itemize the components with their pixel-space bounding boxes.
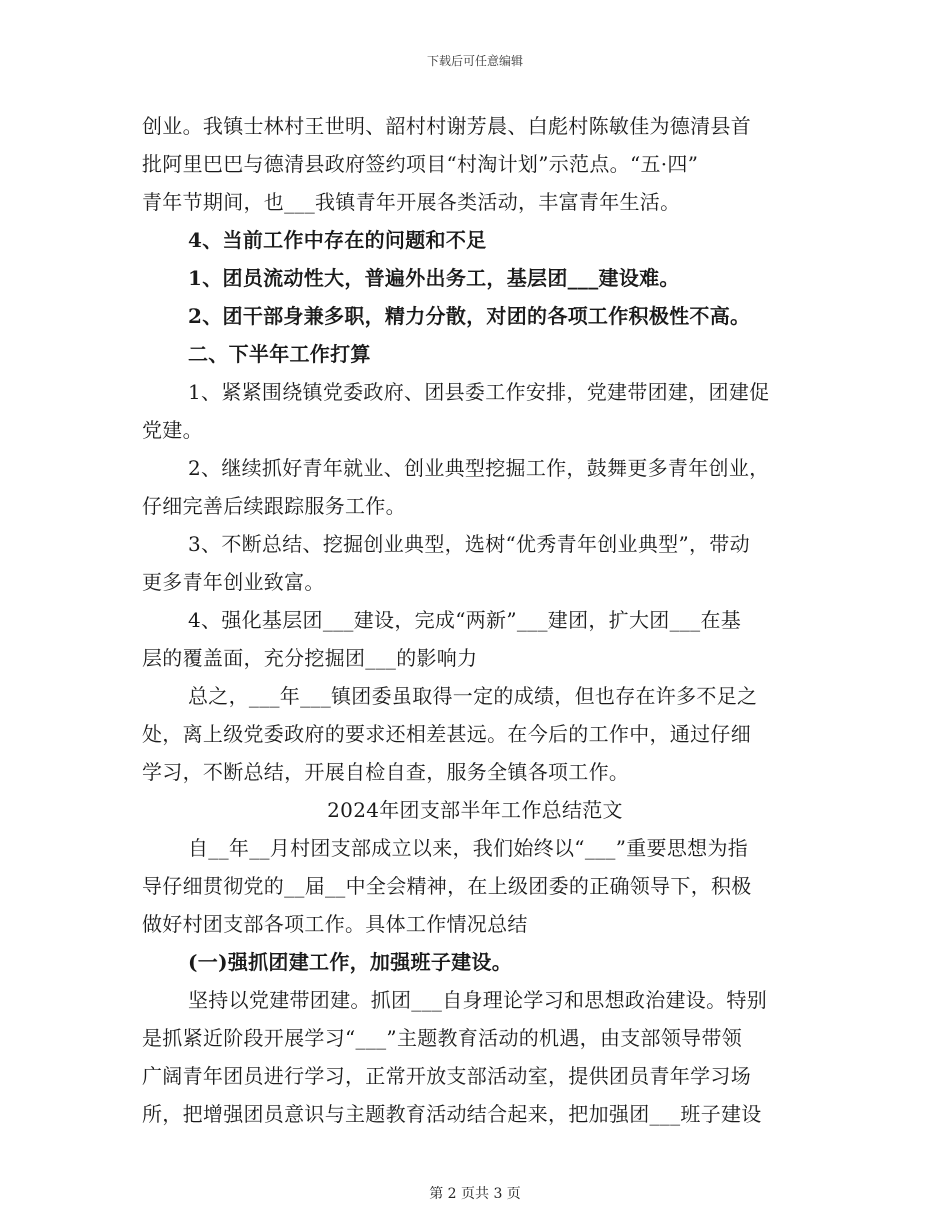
body-line: 党建。 [142,418,203,442]
list-item: 3、不断总结、挖掘创业典型，选树“优秀青年创业典型”，带动 [188,532,750,556]
body-line: 创业。我镇士林村王世明、韶村村谢芳晨、白彪村陈敏佳为德清县首 [142,114,751,138]
page-footer: 第 2 页共 3 页 [429,1186,521,1202]
list-item-bold: 1、团员流动性大，普遍外出务工，基层团___建设难。 [188,266,680,290]
body-line: 青年节期间，也___我镇青年开展各类活动，丰富青年生活。 [142,190,681,214]
body-line: 仔细完善后续跟踪服务工作。 [142,494,406,518]
paragraph-start: 坚持以党建带团建。抓团___自身理论学习和思想政治建设。特别 [188,988,767,1012]
body-line: 学习，不断总结，开展自检自查，服务全镇各项工作。 [142,760,630,784]
body-line: 广阔青年团员进行学习，正常开放支部活动室，提供团员青年学习场 [142,1064,751,1088]
body-line: 是抓紧近阶段开展学习“___”主题教育活动的机遇，由支部领导带领 [142,1026,743,1050]
body-line: 层的覆盖面，充分挖掘团___的影响力 [142,646,478,670]
body-line: 所，把增强团员意识与主题教育活动结合起来，把加强团___班子建设 [142,1102,762,1126]
body-line: 批阿里巴巴与德清县政府签约项目“村淘计划”示范点。“五·四” [142,152,699,176]
body-line: 处，离上级党委政府的要求还相差甚远。在今后的工作中，通过仔细 [142,722,751,746]
section-heading: 二、下半年工作打算 [188,342,371,366]
paragraph-start: 自__年__月村团支部成立以来，我们始终以“___”重要思想为指 [188,836,749,860]
body-line: 导仔细贯彻党的__届__中全会精神，在上级团委的正确领导下，积极 [142,874,752,898]
body-line: 更多青年创业致富。 [142,570,325,594]
list-item: 4、强化基层团___建设，完成“两新”___建团，扩大团___在基 [188,608,742,632]
list-item-bold: 2、团干部身兼多职，精力分散，对团的各项工作积极性不高。 [188,304,751,328]
body-line: 做好村团支部各项工作。具体工作情况总结 [142,912,528,936]
page-header: 下载后可任意编辑 [426,54,523,68]
section-heading: (一)强抓团建工作，加强班子建设。 [188,950,513,974]
list-item: 2、继续抓好青年就业、创业典型挖掘工作，鼓舞更多青年创业， [188,456,770,480]
list-item: 1、紧紧围绕镇党委政府、团县委工作安排，党建带团建，团建促 [188,380,770,404]
paragraph-start: 总之，___年___镇团委虽取得一定的成绩，但也存在许多不足之 [188,684,758,708]
section-heading: 4、当前工作中存在的问题和不足 [188,228,487,252]
document-title: 2024年团支部半年工作总结范文 [327,798,623,822]
